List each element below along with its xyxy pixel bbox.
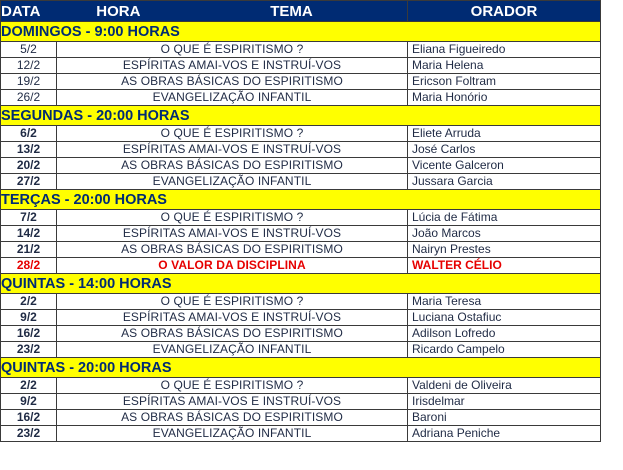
- row-tema: O QUE É ESPIRITISMO ?: [57, 378, 408, 394]
- table-row: [1, 90, 601, 106]
- row-orador: Adriana Peniche: [408, 426, 601, 442]
- table-row: [1, 294, 601, 310]
- row-orador: Eliete Arruda: [408, 126, 601, 142]
- table-row: [1, 342, 601, 358]
- row-date: 2/2: [1, 294, 57, 310]
- table-row: [1, 242, 601, 258]
- row-date: 5/2: [1, 42, 57, 58]
- row-tema: AS OBRAS BÁSICAS DO ESPIRITISMO: [57, 242, 408, 258]
- table-row: [1, 258, 601, 274]
- row-date: 13/2: [1, 142, 57, 158]
- row-orador: Nairyn Prestes: [408, 242, 601, 258]
- row-orador: Vicente Galceron: [408, 158, 601, 174]
- row-orador: Adilson Lofredo: [408, 326, 601, 342]
- table-row: [1, 394, 601, 410]
- table-row: [1, 378, 601, 394]
- row-orador: Ericson Foltram: [408, 74, 601, 90]
- section-title: QUINTAS - 20:00 HORAS: [1, 358, 601, 378]
- row-orador: WALTER CÉLIO: [408, 258, 601, 274]
- row-date: 16/2: [1, 410, 57, 426]
- section-title: TERÇAS - 20:00 HORAS: [1, 190, 601, 210]
- row-tema: AS OBRAS BÁSICAS DO ESPIRITISMO: [57, 74, 408, 90]
- row-orador: Maria Teresa: [408, 294, 601, 310]
- row-date: 23/2: [1, 342, 57, 358]
- row-date: 14/2: [1, 226, 57, 242]
- header-data-hora-tema: [1, 1, 408, 22]
- table-row: [1, 174, 601, 190]
- row-tema: O QUE É ESPIRITISMO ?: [57, 210, 408, 226]
- row-date: 9/2: [1, 394, 57, 410]
- section-title: DOMINGOS - 9:00 HORAS: [1, 22, 601, 42]
- row-tema: O QUE É ESPIRITISMO ?: [57, 42, 408, 58]
- row-orador: Luciana Ostafiuc: [408, 310, 601, 326]
- row-tema: EVANGELIZAÇÃO INFANTIL: [57, 174, 408, 190]
- section-header: [1, 106, 601, 126]
- row-date: 21/2: [1, 242, 57, 258]
- row-orador: Maria Helena: [408, 58, 601, 74]
- row-orador: Lúcia de Fátima: [408, 210, 601, 226]
- row-date: 20/2: [1, 158, 57, 174]
- row-orador: Eliana Figueiredo: [408, 42, 601, 58]
- row-tema: ESPÍRITAS AMAI-VOS E INSTRUÍ-VOS: [57, 142, 408, 158]
- table-row: [1, 58, 601, 74]
- section-header: [1, 274, 601, 294]
- row-orador: Baroni: [408, 410, 601, 426]
- row-date: 27/2: [1, 174, 57, 190]
- row-tema: ESPÍRITAS AMAI-VOS E INSTRUÍ-VOS: [57, 394, 408, 410]
- row-tema: AS OBRAS BÁSICAS DO ESPIRITISMO: [57, 326, 408, 342]
- row-tema: O QUE É ESPIRITISMO ?: [57, 126, 408, 142]
- row-tema: AS OBRAS BÁSICAS DO ESPIRITISMO: [57, 158, 408, 174]
- table-row: [1, 410, 601, 426]
- section-title: SEGUNDAS - 20:00 HORAS: [1, 106, 601, 126]
- row-tema: AS OBRAS BÁSICAS DO ESPIRITISMO: [57, 410, 408, 426]
- table-row: [1, 158, 601, 174]
- row-orador: Jussara Garcia: [408, 174, 601, 190]
- row-tema: O VALOR DA DISCIPLINA: [57, 258, 408, 274]
- row-date: 9/2: [1, 310, 57, 326]
- row-tema: EVANGELIZAÇÃO INFANTIL: [57, 342, 408, 358]
- row-date: 23/2: [1, 426, 57, 442]
- table-row: [1, 210, 601, 226]
- table-row: [1, 142, 601, 158]
- row-tema: EVANGELIZAÇÃO INFANTIL: [57, 90, 408, 106]
- row-tema: ESPÍRITAS AMAI-VOS E INSTRUÍ-VOS: [57, 226, 408, 242]
- row-orador: João Marcos: [408, 226, 601, 242]
- table-row: [1, 74, 601, 90]
- row-date: 19/2: [1, 74, 57, 90]
- row-date: 12/2: [1, 58, 57, 74]
- row-date: 2/2: [1, 378, 57, 394]
- table-row: [1, 426, 601, 442]
- header-orador: ORADOR: [408, 1, 601, 22]
- row-tema: O QUE É ESPIRITISMO ?: [57, 294, 408, 310]
- table-row: [1, 326, 601, 342]
- table-row: [1, 42, 601, 58]
- section-title: QUINTAS - 14:00 HORAS: [1, 274, 601, 294]
- table-row: [1, 310, 601, 326]
- row-orador: Valdeni de Oliveira: [408, 378, 601, 394]
- row-tema: ESPÍRITAS AMAI-VOS E INSTRUÍ-VOS: [57, 310, 408, 326]
- table-row: [1, 226, 601, 242]
- row-date: 26/2: [1, 90, 57, 106]
- header-hora: HORA: [96, 2, 140, 20]
- row-date: 7/2: [1, 210, 57, 226]
- header-data: DATA: [1, 2, 40, 20]
- row-tema: ESPÍRITAS AMAI-VOS E INSTRUÍ-VOS: [57, 58, 408, 74]
- section-header: [1, 22, 601, 42]
- schedule-body: [1, 22, 601, 442]
- header-tema: TEMA: [270, 2, 313, 20]
- row-tema: EVANGELIZAÇÃO INFANTIL: [57, 426, 408, 442]
- row-date: 28/2: [1, 258, 57, 274]
- row-date: 16/2: [1, 326, 57, 342]
- row-orador: Ricardo Campelo: [408, 342, 601, 358]
- row-orador: Maria Honório: [408, 90, 601, 106]
- section-header: [1, 358, 601, 378]
- row-orador: Irisdelmar: [408, 394, 601, 410]
- section-header: [1, 190, 601, 210]
- header-row: [1, 1, 601, 22]
- table-row: [1, 126, 601, 142]
- row-date: 6/2: [1, 126, 57, 142]
- row-orador: José Carlos: [408, 142, 601, 158]
